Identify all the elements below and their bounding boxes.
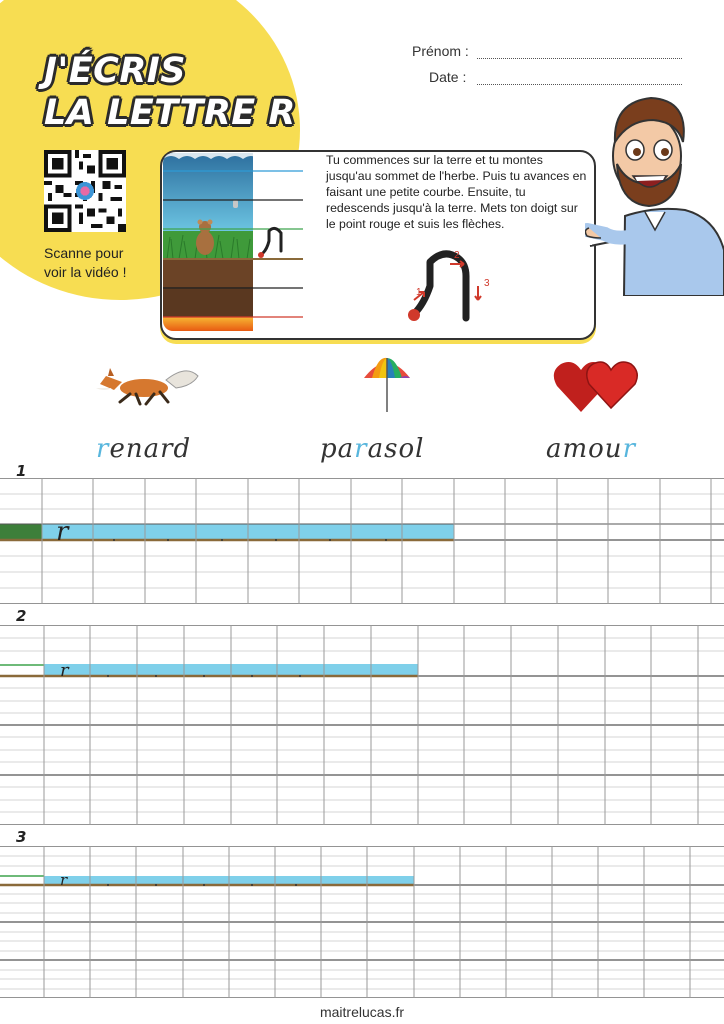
section-number-2: 2 bbox=[16, 607, 27, 625]
writing-grid-1[interactable] bbox=[0, 478, 724, 604]
step-2-label: 2 bbox=[454, 250, 460, 261]
section-number-1: 1 bbox=[16, 462, 27, 480]
model-letter-1: r bbox=[56, 517, 69, 547]
footer-site[interactable]: maitrelucas.fr bbox=[319, 1004, 405, 1020]
teacher-character-illustration bbox=[585, 86, 724, 296]
firstname-label: Prénom : bbox=[412, 43, 469, 59]
step-1-label: 1 bbox=[416, 287, 422, 298]
qr-code-icon[interactable] bbox=[44, 150, 126, 232]
title-line-2: LA LETTRE R bbox=[44, 93, 296, 133]
writing-grid-2[interactable] bbox=[0, 625, 724, 825]
word-rest: enard bbox=[109, 434, 192, 464]
qr-caption-line-1: Scanne pour bbox=[44, 245, 124, 261]
example-word-renard bbox=[96, 434, 191, 464]
highlight-letter: r bbox=[96, 434, 110, 464]
date-label: Date : bbox=[429, 69, 467, 85]
fox-illustration bbox=[86, 362, 200, 406]
example-word-parasol bbox=[320, 434, 424, 464]
qr-caption bbox=[44, 244, 126, 282]
model-letter-2: r bbox=[60, 660, 69, 681]
word-start: amou bbox=[546, 434, 623, 464]
umbrella-illustration bbox=[362, 356, 412, 414]
date-field[interactable] bbox=[477, 72, 682, 85]
hearts-illustration bbox=[553, 356, 639, 414]
highlight-letter: r bbox=[622, 434, 636, 464]
instruction-text: Tu commences sur la terre et tu montes jusqu'au sommet de l'herbe. Puis tu avances en faisant une petite courbe. Ensuite, tu redescends jusqu'à la terre. Mets ton doigt sur le point rouge et suis les flèches. bbox=[326, 153, 587, 231]
word-start: pa bbox=[320, 434, 355, 464]
page-title bbox=[44, 50, 296, 134]
section-number-3: 3 bbox=[16, 828, 27, 846]
firstname-field[interactable] bbox=[477, 46, 682, 59]
example-word-amour bbox=[546, 434, 636, 464]
highlight-letter: r bbox=[354, 434, 368, 464]
step-3-label: 3 bbox=[484, 278, 490, 289]
writing-grid-3[interactable] bbox=[0, 846, 724, 998]
model-letter-3: r bbox=[60, 871, 68, 889]
ground-layers-illustration bbox=[163, 153, 303, 331]
title-line-1: J'ÉCRIS bbox=[44, 51, 187, 91]
qr-caption-line-2: voir la vidéo ! bbox=[44, 264, 127, 280]
word-rest: asol bbox=[367, 434, 425, 464]
